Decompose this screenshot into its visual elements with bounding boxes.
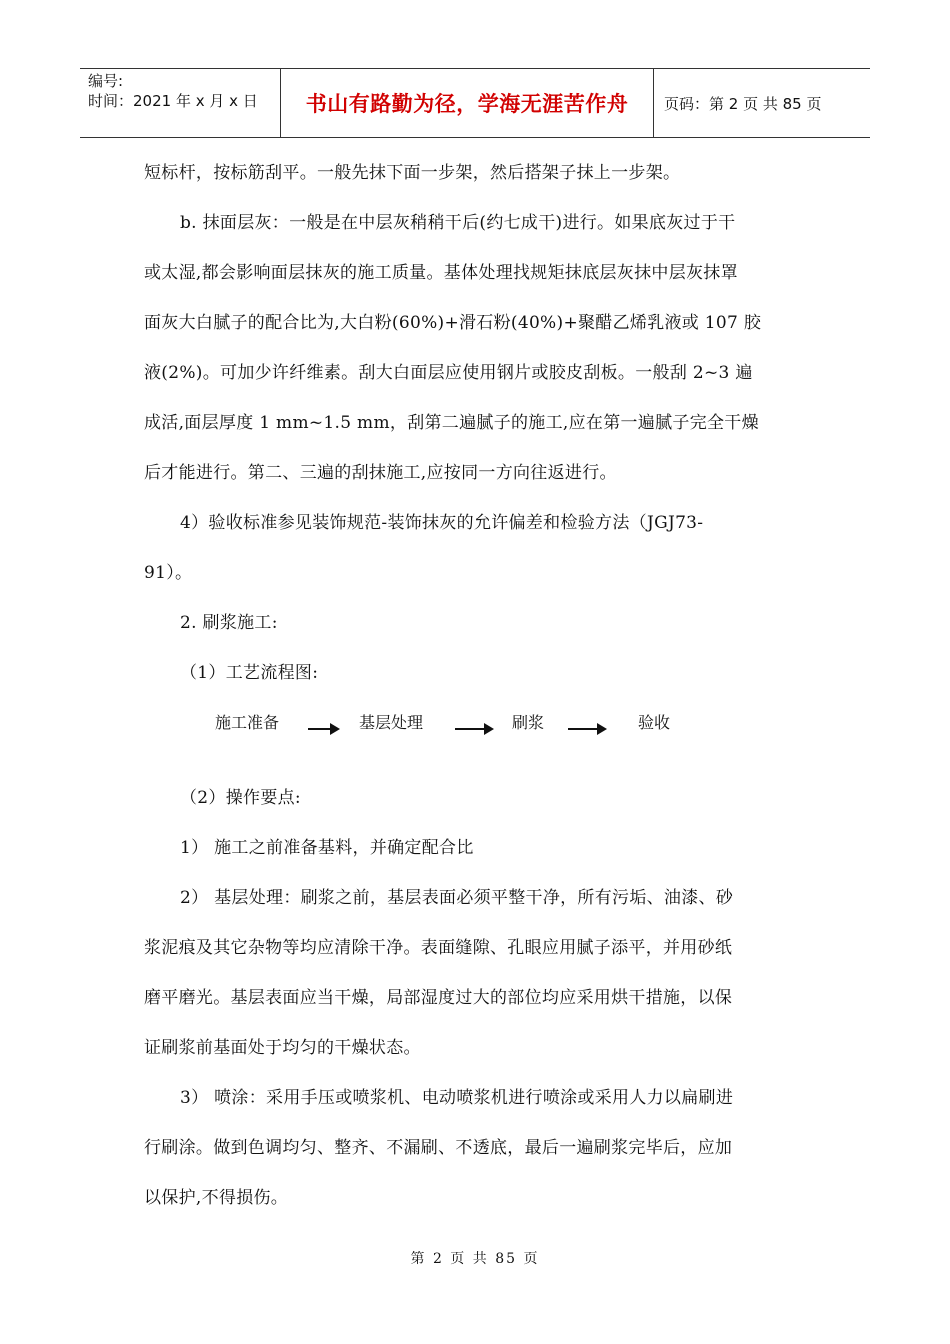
paragraph-2-line-5: 成活,面层厚度 1 mm~1.5 mm，刮第二遍腻子的施工,应在第一遍腻子完全干燥 — [144, 413, 759, 433]
section-heading-brushing: 2. 刷浆施工: — [180, 613, 278, 633]
paragraph-3-line-1: 4）验收标准参见装饰规范-装饰抹灰的允许偏差和检验方法（JGJ73- — [180, 513, 704, 533]
paragraph-2-line-2: 或太湿,都会影响面层抹灰的施工质量。基体处理找规矩抹底层灰抹中层灰抹罩 — [144, 263, 738, 283]
flow-arrow-2 — [455, 728, 492, 730]
flow-arrow-1 — [308, 728, 338, 730]
page-footer: 第 2 页 共 85 页 — [410, 1251, 540, 1267]
point-3-line-2: 行刷涂。做到色调均匀、整齐、不漏刷、不透底，最后一遍刷浆完毕后，应加 — [144, 1138, 733, 1158]
page-header — [80, 68, 870, 138]
paragraph-2-line-4: 液(2%)。可加少许纤维素。刮大白面层应使用钢片或胶皮刮板。一般刮 2~3 遍 — [144, 363, 753, 383]
paragraph-3-line-2: 91）。 — [144, 563, 193, 583]
date-label: 时间：2021 年 x 月 x 日 — [88, 92, 258, 110]
header-motto: 书山有路勤为径，学海无涯苦作舟 — [281, 69, 654, 137]
header-page-info: 页码：第 2 页 共 85 页 — [664, 94, 822, 113]
flow-arrow-3 — [568, 728, 605, 730]
paragraph-1: 短标杆，按标筋刮平。一般先抹下面一步架，然后搭架子抹上一步架。 — [144, 163, 681, 183]
header-meta — [80, 69, 281, 137]
point-3-line-3: 以保护,不得损伤。 — [144, 1188, 289, 1208]
number-label: 编号: — [88, 72, 124, 90]
flow-step-4: 验收 — [638, 713, 671, 732]
point-2-line-2: 浆泥痕及其它杂物等均应清除干净。表面缝隙、孔眼应用腻子添平，并用砂纸 — [144, 938, 733, 958]
subheading-flowchart: （1）工艺流程图: — [180, 663, 319, 683]
point-3-line-1: 3） 喷涂：采用手压或喷浆机、电动喷浆机进行喷涂或采用人力以扁刷进 — [180, 1088, 734, 1108]
point-2-line-3: 磨平磨光。基层表面应当干燥，局部湿度过大的部位均应采用烘干措施，以保 — [144, 988, 733, 1008]
paragraph-2-line-6: 后才能进行。第二、三遍的刮抹施工,应按同一方向往返进行。 — [144, 463, 617, 483]
point-1: 1） 施工之前准备基料，并确定配合比 — [180, 838, 474, 858]
point-2-line-4: 证刷浆前基面处于均匀的干燥状态。 — [144, 1038, 421, 1058]
flow-step-1: 施工准备 — [215, 713, 280, 732]
paragraph-2-line-1: b. 抹面层灰：一般是在中层灰稍稍干后(约七成干)进行。如果底灰过于干 — [180, 213, 736, 233]
point-2-line-1: 2） 基层处理：刷浆之前，基层表面必须平整干净，所有污垢、油漆、砂 — [180, 888, 734, 908]
flow-step-3: 刷浆 — [512, 713, 545, 732]
paragraph-2-line-3: 面灰大白腻子的配合比为,大白粉(60%)+滑石粉(40%)+聚醋乙烯乳液或 107 胶 — [144, 313, 762, 333]
subheading-key-points: （2）操作要点: — [180, 788, 301, 808]
flow-step-2: 基层处理 — [359, 713, 424, 732]
process-flowchart — [0, 706, 950, 736]
